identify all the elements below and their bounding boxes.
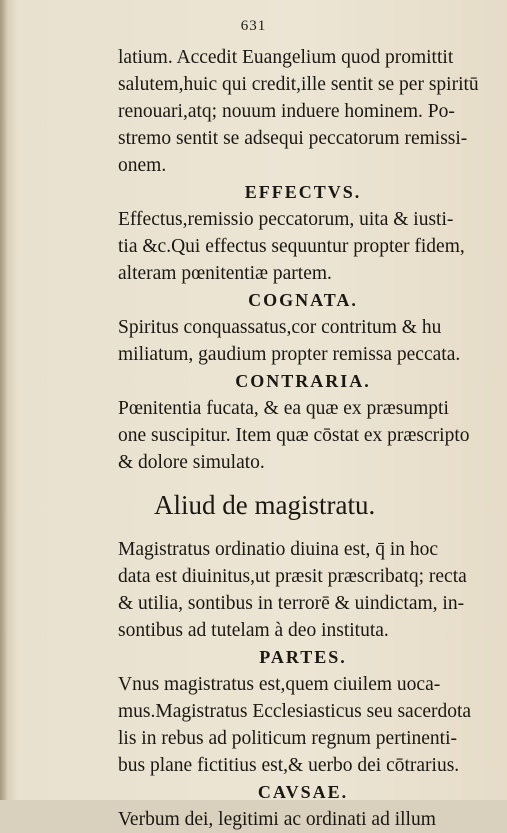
text-line: Vnus magistratus est,quem ciuilem uoca- xyxy=(118,674,441,695)
text-line: stremo sentit se adsequi peccatorum remissi- xyxy=(118,128,468,149)
text-line: mus.Magistratus Ecclesiasticus seu sacerdota xyxy=(118,701,472,722)
text-line: Pœnitentia fucata, & ea quæ ex præsumpti xyxy=(118,398,449,419)
text-line: data est diuinitus,ut præsit præscribatq; recta xyxy=(118,566,467,587)
heading-partes: PARTES. xyxy=(259,647,347,667)
page-number: 631 xyxy=(240,18,267,34)
paragraph-cognata xyxy=(118,314,488,368)
text-line: Spiritus conquassatus,cor contritum & hu xyxy=(118,317,442,338)
text-line: Effectus,remissio peccatorum, uita & iusti- xyxy=(118,209,454,230)
text-line: one suscipitur. Item quæ cōstat ex præscripto xyxy=(118,425,470,446)
heading-causae: CAVSAE. xyxy=(257,782,349,802)
text-line: bus plane fictitius est,& uerbo dei cōtrarius. xyxy=(118,755,460,776)
paragraph-magistratus xyxy=(118,536,488,644)
text-line: & utilia, sontibus in terrorē & uindictam, in- xyxy=(118,593,465,614)
paragraph-contraria xyxy=(118,395,488,476)
text-line: Magistratus ordinatio diuina est, q̄ in hoc xyxy=(118,539,439,560)
text-line: miliatum, gaudium propter remissa peccata. xyxy=(118,344,461,365)
text-line: lis in rebus ad politicum regnum pertinenti- xyxy=(118,728,458,749)
paragraph-penitence-conclusion xyxy=(118,44,488,179)
text-line: renouari,atq; nouum induere hominem. Po- xyxy=(118,101,455,122)
heading-cognata: COGNATA. xyxy=(248,290,358,310)
paragraph-partes xyxy=(118,671,488,779)
text-line: Verbum dei, legitimi ac ordinati ad illum xyxy=(118,809,436,830)
text-line: salutem,huic qui credit,ille sentit se per spiritū xyxy=(118,74,479,95)
text-line: alteram pœnitentiæ partem. xyxy=(118,263,332,284)
text-line: latium. Accedit Euangelium quod promittit xyxy=(118,47,454,68)
text-line: sontibus ad tutelam à deo instituta. xyxy=(118,620,389,641)
heading-contraria: CONTRARIA. xyxy=(235,371,371,391)
text-line: & dolore simulato. xyxy=(118,452,265,473)
paragraph-effectus xyxy=(118,206,488,287)
text-line: tia &c.Qui effectus sequuntur propter fidem, xyxy=(118,236,465,257)
paragraph-causae xyxy=(118,806,488,833)
page-text xyxy=(118,44,488,833)
text-line: onem. xyxy=(118,155,167,176)
section-title: Aliud de magistratu. xyxy=(154,490,376,520)
heading-effectus: EFFECTVS. xyxy=(244,182,362,202)
